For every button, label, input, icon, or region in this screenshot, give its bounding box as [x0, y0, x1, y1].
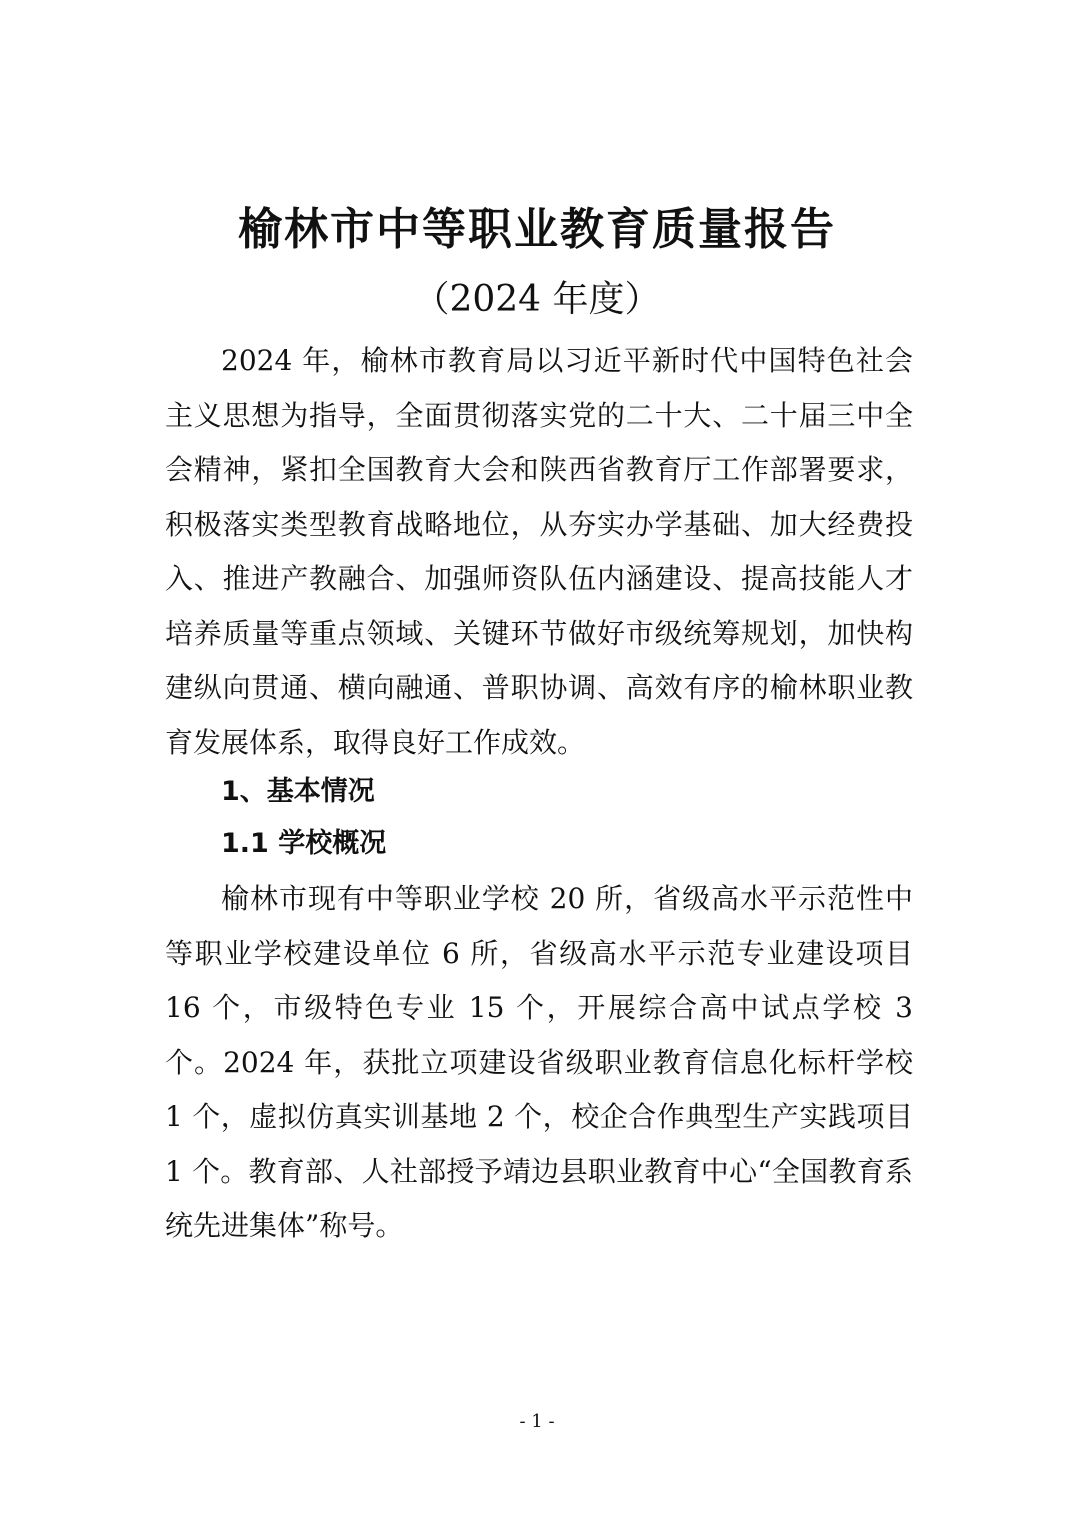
subsection-heading-school-overview: 1.1 学校概况: [221, 828, 387, 859]
intro-paragraph: 2024 年，榆林市教育局以习近平新时代中国特色社会主义思想为指导，全面贯彻落实党的二十大、二十届三中全会精神，紧扣全国教育大会和陕西省教育厅工作部署要求，积极落实类型教育战略地位，从夯实办学基础、加大经费投入、推进产教融合、加强师资队伍内涵建设、提高技能人才培养质量等重点领域、关键环节做好市级统筹规划，加快构建纵向贯通、横向融通、普职协调、高效有序的榆林职业教育发展体系，取得良好工作成效。: [165, 344, 913, 759]
section-heading-basic-situation: 1、基本情况: [221, 776, 375, 807]
document-subtitle: （2024 年度）: [413, 279, 661, 320]
document-title: 榆林市中等职业教育质量报告: [238, 204, 836, 255]
intro-block: [165, 334, 913, 770]
school-overview-paragraph: 榆林市现有中等职业学校 20 所，省级高水平示范性中等职业学校建设单位 6 所，省级高水平示范专业建设项目 16 个，市级特色专业 15 个，开展综合高中试点学校 3 个。2024 年，获批立项建设省级职业教育信息化标杆学校 1 个，虚拟仿真实训基地 2 个，校企合作典型生产实践项目 1 个。教育部、人社部授予靖边县职业教育中心“全国教育系统先进集体”称号。: [165, 882, 913, 1242]
school-overview-block: [165, 872, 913, 1254]
page-number: - 1 -: [519, 1411, 555, 1432]
